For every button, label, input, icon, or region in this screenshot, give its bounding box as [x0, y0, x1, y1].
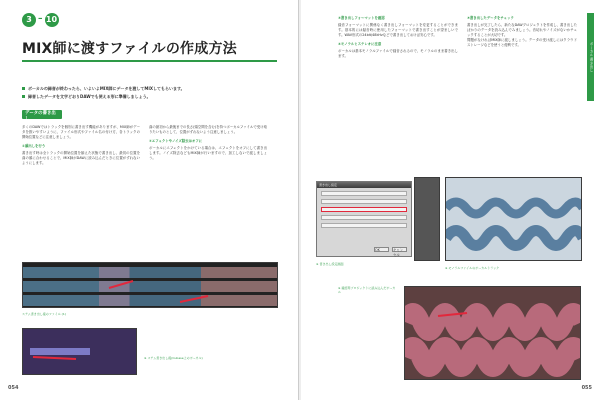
left-column-1: [22, 125, 140, 166]
right-column-1: [338, 12, 458, 59]
caption-left: ※ ステム書き出し後(Cubase上のボーカル): [144, 356, 203, 360]
subheading-1: ①頭出しを行う: [22, 143, 46, 148]
page-number-left: 054: [8, 384, 19, 391]
export-dialog-screenshot: [316, 181, 412, 257]
caption-top: ステム書き出し後のファイル (1): [22, 312, 66, 316]
left-page: [0, 0, 299, 400]
left-column-2: [149, 125, 267, 161]
side-tab: ボーカル 書き出し: [587, 13, 594, 101]
dialog-ok-button: OK: [374, 247, 389, 252]
waveform-graphic: [446, 178, 582, 261]
dialog-cancel-button: キャンセル: [392, 247, 407, 252]
chapter-sub-number: 10: [45, 13, 59, 27]
waveform-screenshot-1: [445, 177, 582, 261]
subheading-2: ②エフェクトやノイズ除去はオフに: [149, 138, 203, 143]
body-text: ボーカルは基本モノラルファイルで録音されるので、モノラルのまま書き出します。: [338, 48, 458, 58]
chapter-badge: 3 – 10: [22, 12, 59, 27]
subheading-5: ⑤書き出したデータをチェック: [467, 16, 514, 20]
caption-project: ※ 確認用プロジェクトに読み込んだボーカル: [338, 286, 396, 295]
body-text: 多くのDAWではトラックを個別に書き出す機能がありますが、MIX師がデータを扱いやすいように、ファイル形式やファイル名の付け方、各トラックの開始位置などに注意しましょう。: [22, 125, 140, 139]
subheading-4: ④モノラルとステレオに注意: [338, 41, 382, 46]
red-arrows: [23, 263, 278, 308]
body-text: 書き出しが完了したら、新たなDAWプロジェクトを作成し、書き出したばかりのデータを読み込んでみましょう。音切れやノイズがないかチェックすることが大切です。: [467, 22, 577, 37]
intro-line-2: 録音したデータを文字どおりDAWでも使える形に準備しましょう。: [28, 93, 151, 99]
section-label: データの書き出し: [22, 110, 62, 119]
waveform-screenshot-2: [404, 286, 581, 380]
intro-line-1: ボーカルの録音が終わったら、いよいよMIX師にデータを渡してMIXしてもらいます。: [28, 86, 185, 91]
mixer-screenshot: [414, 177, 440, 261]
title-rule: [22, 60, 277, 62]
body-text: 問題がなければMIX師に渡しましょう。データの受け渡しにはクラウドストレージなどを使うと便利です。: [467, 37, 577, 47]
intro: [22, 86, 277, 102]
daw-screenshot-2: [22, 328, 137, 375]
caption-dialog: ※ 書き出し設定画面: [316, 262, 344, 266]
body-text: 録音フォーマットに関係なく書き出しフォーマットを変更することができます。基本的には録音時に使用したフォーマットで書き出すことが望ましいです。WAV形式の24bit/48kHzなどで書き出しておけば安心です。: [338, 22, 458, 37]
right-column-2: [467, 12, 577, 48]
caption-waveform: ※ モノラルファイルのボーカルトラック: [445, 266, 500, 270]
body-text: 書き出す時は全トラックの開始位置を揃えた状態で書き出し、最初の位置を曲の頭に合わせることで、MIX師がDAWに読み込んだときに位置がずれないようにします。: [22, 150, 140, 165]
waveform-graphic-2: [405, 287, 581, 380]
right-page: [301, 0, 600, 400]
dialog-titlebar: 書き出し設定: [317, 182, 411, 188]
body-text: 曲の最初から最後までの長さ(頭空間を含む)を持つボーカルファイルで受け取りたいものとして、位置がずれないよう注意しましょう。: [149, 125, 267, 134]
page-number-right: 055: [581, 384, 592, 391]
body-text: ボーカルにエフェクトをかけている場合は、エフェクトをオフにして書き出します。ノイズ除去などもMIX師が行いますので、加工しないで渡しましょう。: [149, 145, 267, 160]
subheading-3: ③書き出しフォーマットを確認: [338, 16, 385, 20]
daw-screenshot-1: [22, 262, 278, 308]
chapter-number: 3: [22, 13, 36, 27]
page-title: MIX師に渡すファイルの作成方法: [22, 41, 237, 57]
